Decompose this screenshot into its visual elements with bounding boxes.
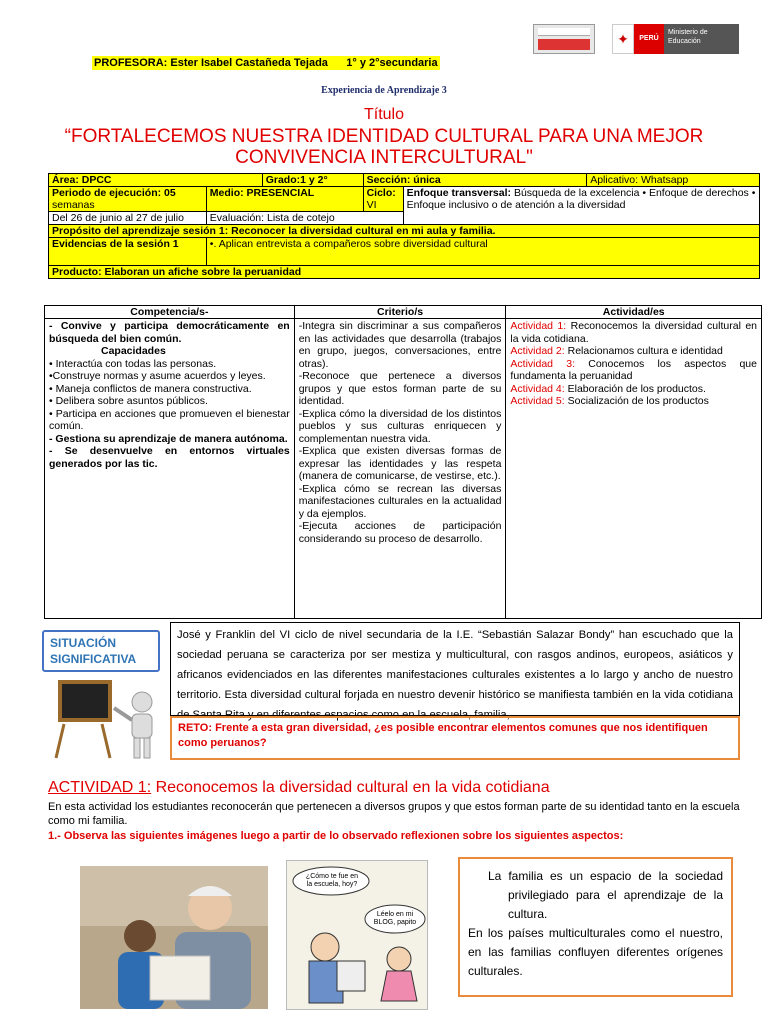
- experience-label: Experiencia de Aprendizaje 3: [321, 85, 447, 96]
- minedu-logo: ✦ PERÚ Ministerio de Educación: [612, 24, 739, 54]
- activity-1-heading: ACTIVIDAD 1: Reconocemos la diversidad cultural en la vida cotidiana: [48, 779, 550, 796]
- situation-label: SITUACIÓN SIGNIFICATIVA: [42, 630, 160, 672]
- teacher-figure-icon: [50, 672, 160, 762]
- school-logo: [533, 24, 595, 54]
- competencies-table: Competencia/s- Criterio/s Actividad/es - Convive y participa democráticamente en búsqueda del bien común. Capacidades • Interactúa con todas las personas. •Construye normas y asume acuerdos y leyes. • Maneja conflictos de manera constructiva. • Delibera sobre asuntos públicos. • Participa en acciones que promueven el bienestar común. - Gestiona su aprendizaje de manera autónoma. - Se desenvuelve en entornos virtuales generados por las tic. -Integra sin discriminar a sus compañeros en las actividades que desarrolla (trabajos en grupo, juegos, conversaciones, entre otras). -Reconoce que pertenece a diversos grupos y que estos forman parte de su identidad. -Explica cómo la diversidad de los distintos pueblos y sus culturas enriquecen y complementan nuestra vida. -Explica que existen diversas formas de expresar las identidades y las respeta (manera de comunicarse, de vestirse, etc.). -Explica cómo se recrean las diversas manifestaciones culturales en la actualidad y da ejemplos. -Ejecuta acciones de participación considerando su proceso de desarrollo. Actividad 1: Reconocemos la diversidad cultural en la vida cotidiana. Actividad 2: Relacionamos cultura e identidad Actividad 3: Conocemos los aspectos que fundamenta la peruanidad Actividad 4: Elaboración de los productos. Actividad 5: Socialización de los productos: [44, 305, 762, 619]
- session-info-table: Área: DPCC Grado:1 y 2° Sección: única Aplicativo: Whatsapp Periodo de ejecución: 05 semanas Medio: PRESENCIAL Ciclo: VI Enfoque transversal: Búsqueda de la excelencia • Enfoque de derechos • Enfoque inclusivo o de atención a la diversidad Del 26 de junio al 27 de julio Evaluación: Lista de cotejo Propósito del aprendizaje sesión 1: Reconocer la diversidad cultural en mi aula y familia. Evidencias de la sesión 1 •. Aplican entrevista a compañeros sobre diversidad cultural Producto: Elaboran un afiche sobre la peruanidad: [48, 173, 760, 279]
- situation-text: José y Franklin del VI ciclo de nivel secundaria de la I.E. “Sebastián Salazar Bondy” han escuchado que la sociedad peruana se caracteriza por ser mestiza y multicultural, con rasgos andinos, europeos, asiáticos y africanos evidenciados en las diferentes manifestaciones culturales existentes a lo largo y ancho de nuestro territorio. Esta diversidad cultural forjada en nuestro devenir histórico se manifiesta también en la vida cotidiana de Santa Rita y en diferentes espacios como en la escuela, familia,: [170, 622, 740, 716]
- title-label: Título: [363, 106, 404, 123]
- competencies-cell: - Convive y participa democráticamente en búsqueda del bien común. Capacidades • Interactúa con todas las personas. •Construye normas y asume acuerdos y leyes. • Maneja conflictos de manera constructiva. • Delibera sobre asuntos públicos. • Participa en acciones que promueven el bienestar común. - Gestiona su aprendizaje de manera autónoma. - Se desenvuelve en entornos virtuales generados por las tic.: [45, 319, 295, 619]
- activities-cell: Actividad 1: Reconocemos la diversidad cultural en la vida cotidiana. Actividad 2: Relacionamos cultura e identidad Actividad 3: Conocemos los aspectos que fundamenta la peruanidad Actividad 4: Elaboración de los productos. Actividad 5: Socialización de los productos: [506, 319, 762, 619]
- cartoon-blog-image: ¿Cómo te fue en la escuela, hoy? Léelo en mi BLOG, papito: [286, 860, 428, 1010]
- challenge-box: RETO: Frente a esta gran diversidad, ¿es posible encontrar elementos comunes que nos identifiquen como peruanos?: [170, 716, 740, 760]
- activity-1-description: En esta actividad los estudiantes reconocerán que pertenecen a diversos grupos y que estos forman parte de su identidad tanto en la escuela como mi familia.: [48, 801, 740, 827]
- page-title: “FORTALECEMOS NUESTRA IDENTIDAD CULTURAL PARA UNA MEJOR CONVIVENCIA INTERCULTURAL": [64, 126, 704, 168]
- teacher-line: PROFESORA: Ester Isabel Castañeda Tejada 1° y 2°secundaria: [94, 57, 438, 69]
- criteria-cell: -Integra sin discriminar a sus compañeros en las actividades que desarrolla (trabajos en grupo, juegos, conversaciones, entre otras). -Reconoce que pertenece a diversos grupos y que estos forman parte de su identidad. -Explica cómo la diversidad de los distintos pueblos y sus culturas enriquecen y complementan nuestra vida. -Explica que existen diversas formas de expresar las identidades y las respeta (manera de comunicarse, de vestirse, etc.). -Explica cómo se recrean las diversas manifestaciones culturales en la actualidad y da ejemplos. -Ejecuta acciones de participación considerando su proceso de desarrollo.: [294, 319, 506, 619]
- family-text-box: La familia es un espacio de la sociedad privilegiado para el aprendizaje de la cultura. En los países multiculturales como el nuestro, en las familias confluyen diferentes orígenes culturales.: [458, 857, 733, 997]
- activity-1-instruction: 1.- Observa las siguientes imágenes luego a partir de lo observado reflexionen sobre los siguientes aspectos:: [48, 830, 624, 842]
- shield-icon: ✦: [612, 24, 634, 54]
- grandfather-reading-image: [80, 866, 268, 1009]
